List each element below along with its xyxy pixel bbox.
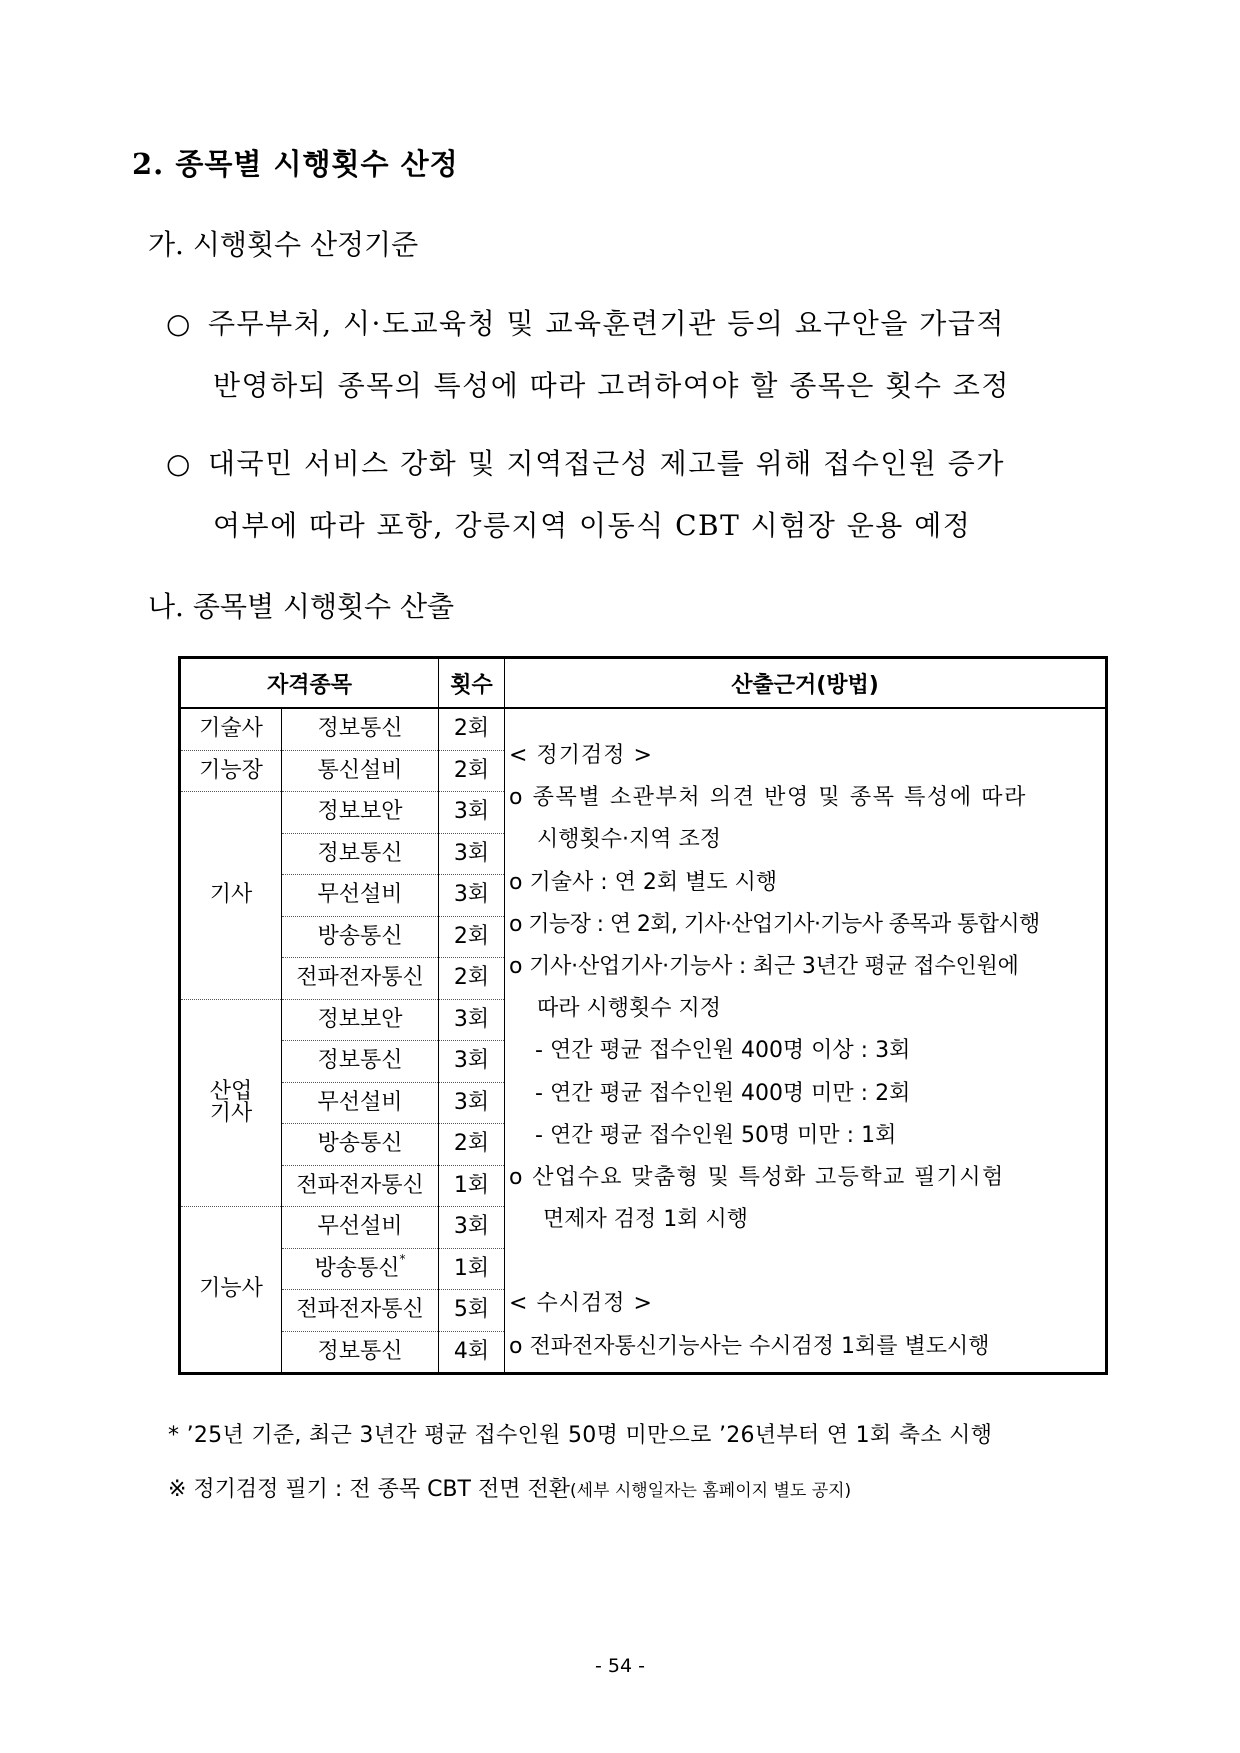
item-name: 통신설비 — [282, 750, 439, 792]
bullet-1-text-1: 주무부처, 시·도교육청 및 교육훈련기관 등의 요구안을 가급적 — [208, 307, 1005, 340]
basis-line: - 연간 평균 접수인원 400명 미만 : 2회 — [535, 1080, 911, 1106]
basis-line: 따라 시행횟수 지정 — [537, 996, 722, 1022]
item-count: 1회 — [439, 1165, 505, 1207]
item-count: 3회 — [439, 1041, 505, 1083]
item-name: 정보보안 — [282, 792, 439, 834]
item-name: 정보통신 — [282, 1041, 439, 1083]
basis-line: 시행횟수·지역 조정 — [537, 827, 722, 853]
table-row — [180, 708, 1107, 750]
item-name: 무선설비 — [282, 1082, 439, 1124]
page-number: - 54 - — [595, 1655, 645, 1677]
item-name: 방송통신 — [282, 1124, 439, 1166]
item-count: 2회 — [439, 750, 505, 792]
grade-cell: 기능사 — [180, 1207, 282, 1374]
item-name: 전파전자통신 — [282, 1165, 439, 1207]
bullet-2-line-1 — [166, 442, 1005, 482]
item-count: 2회 — [439, 1124, 505, 1166]
basis-line: 면제자 검정 1회 시행 — [543, 1207, 749, 1233]
item-name: 정보보안 — [282, 999, 439, 1041]
item-count: 2회 — [439, 958, 505, 1000]
table-header-row — [180, 658, 1107, 709]
grade-cell: 기술사 — [180, 708, 282, 750]
circle-bullet-icon: ○ — [166, 447, 192, 480]
item-name: 정보통신 — [282, 833, 439, 875]
bullet-1-line-2: 반영하되 종목의 특성에 따라 고려하여야 할 종목은 횟수 조정 — [213, 369, 1010, 402]
basis-line: o 전파전자통신기능사는 수시검정 1회를 별도시행 — [509, 1333, 990, 1359]
bullet-2-line-2: 여부에 따라 포항, 강릉지역 이동식 CBT 시험장 운용 예정 — [213, 509, 972, 542]
item-count: 5회 — [439, 1290, 505, 1332]
item-count: 2회 — [439, 916, 505, 958]
item-name: 무선설비 — [282, 1207, 439, 1249]
basis-line: o 기사·산업기사·기능사 : 최근 3년간 평균 접수인원에 — [509, 954, 1019, 980]
item-name: 방송통신 — [282, 916, 439, 958]
item-name: 정보통신 — [282, 1331, 439, 1374]
asterisk-mark: * — [399, 1251, 406, 1266]
item-count: 3회 — [439, 1207, 505, 1249]
basis-line: < 정기검정 > — [509, 743, 653, 768]
grade-cell: 기사 — [180, 792, 282, 1000]
item-count: 3회 — [439, 792, 505, 834]
basis-cell — [505, 708, 1107, 1374]
footnote-reference — [168, 1472, 851, 1503]
item-name: 무선설비 — [282, 875, 439, 917]
section-title: 2. 종목별 시행횟수 산정 — [132, 147, 459, 181]
subsection-b-title: 나. 종목별 시행횟수 산출 — [148, 590, 455, 623]
item-count: 3회 — [439, 833, 505, 875]
basis-spacer — [509, 1241, 1101, 1283]
bullet-2-text-1: 대국민 서비스 강화 및 지역접근성 제고를 위해 접수인원 증가 — [208, 447, 1005, 480]
footnote-reference-main: ※ 정기검정 필기 : 전 종목 CBT 전면 전환 — [168, 1477, 570, 1502]
item-name: 정보통신 — [282, 708, 439, 750]
grade-cell: 기능장 — [180, 750, 282, 792]
exam-frequency-table — [178, 656, 1108, 1375]
grade-line-2: 기사 — [209, 1100, 253, 1126]
grade-line-1: 산업 — [209, 1078, 253, 1104]
item-name: 방송통신 — [314, 1255, 400, 1281]
footnote-reference-detail: (세부 시행일자는 홈페이지 별도 공지) — [569, 1481, 852, 1501]
item-count: 4회 — [439, 1331, 505, 1374]
basis-line: o 기능장 : 연 2회, 기사·산업기사·기능사 종목과 통합시행 — [509, 911, 1040, 937]
item-name: 전파전자통신 — [282, 958, 439, 1000]
grade-cell — [180, 999, 282, 1207]
basis-line: o 산업수요 맞춤형 및 특성화 고등학교 필기시험 — [509, 1165, 1005, 1191]
basis-line: - 연간 평균 접수인원 400명 이상 : 3회 — [535, 1038, 911, 1064]
item-name-with-mark — [282, 1248, 439, 1290]
basis-line: < 수시검정 > — [509, 1291, 653, 1317]
item-count: 3회 — [439, 1082, 505, 1124]
basis-line: o 기술사 : 연 2회 별도 시행 — [509, 869, 778, 895]
subsection-a-title: 가. 시행횟수 산정기준 — [148, 228, 419, 261]
item-count: 1회 — [439, 1248, 505, 1290]
item-count: 3회 — [439, 999, 505, 1041]
header-qualification: 자격종목 — [180, 658, 439, 709]
footnote-asterisk: * ’25년 기준, 최근 3년간 평균 접수인원 50명 미만으로 ’26년부터 연 1회 축소 시행 — [168, 1423, 993, 1448]
basis-line: - 연간 평균 접수인원 50명 미만 : 1회 — [535, 1122, 897, 1148]
item-name: 전파전자통신 — [282, 1290, 439, 1332]
header-count: 횟수 — [439, 658, 505, 709]
basis-line: o 종목별 소관부처 의견 반영 및 종목 특성에 따라 — [509, 785, 1028, 811]
item-count: 3회 — [439, 875, 505, 917]
header-basis: 산출근거(방법) — [505, 658, 1107, 709]
bullet-1-line-1 — [166, 302, 1005, 342]
circle-bullet-icon: ○ — [166, 307, 192, 340]
item-count: 2회 — [439, 708, 505, 750]
